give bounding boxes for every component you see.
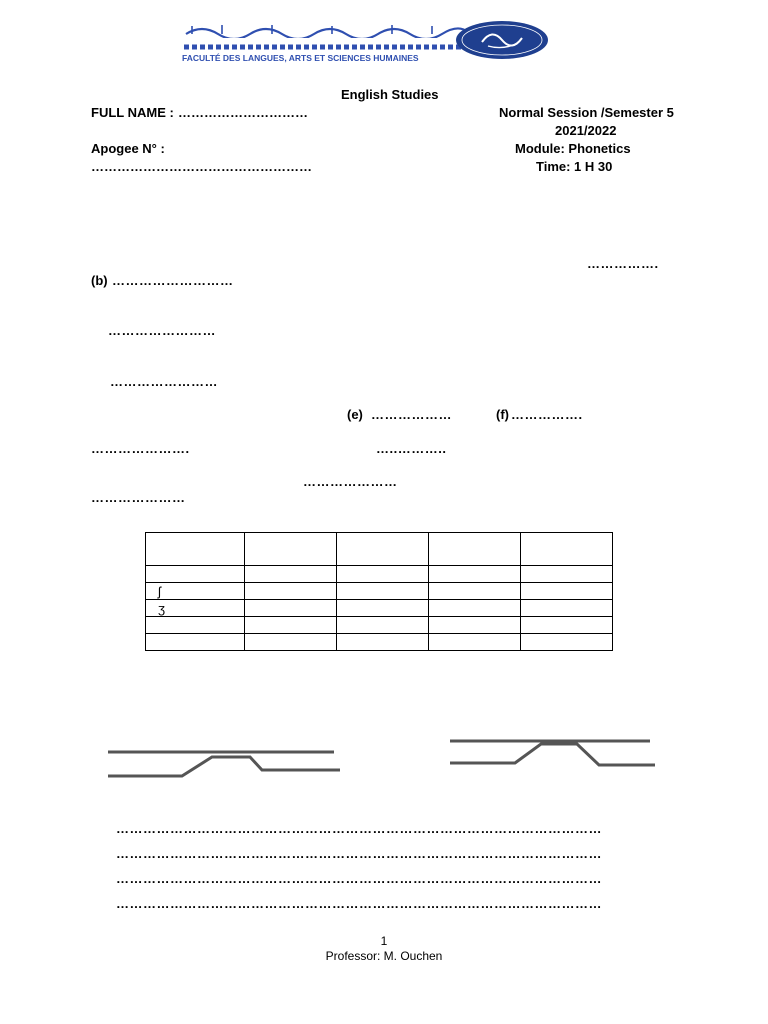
- table-cell[interactable]: [521, 583, 613, 600]
- phonetics-table: [145, 532, 613, 651]
- table-row: [146, 600, 613, 617]
- module-name: Module: Phonetics: [515, 141, 631, 156]
- table-cell[interactable]: [337, 533, 429, 566]
- articulation-diagram-right: [445, 732, 660, 772]
- blank-f-label: (f): [496, 407, 509, 422]
- table-cell[interactable]: [337, 583, 429, 600]
- table-cell[interactable]: [337, 566, 429, 583]
- table-cell[interactable]: [146, 617, 245, 634]
- session-label: Normal Session /Semester 5: [499, 105, 674, 120]
- blank-e-label: (e): [347, 407, 363, 422]
- answer-line[interactable]: ………………………………………………………………………………………………: [116, 821, 602, 836]
- table-cell[interactable]: [429, 617, 521, 634]
- answer-line[interactable]: ………………………………………………………………………………………………: [116, 846, 602, 861]
- table-cell[interactable]: [521, 533, 613, 566]
- table-cell[interactable]: [245, 583, 337, 600]
- table-cell[interactable]: [429, 533, 521, 566]
- page-number: 1: [380, 934, 388, 948]
- table-cell[interactable]: [146, 566, 245, 583]
- table-cell[interactable]: [245, 617, 337, 634]
- table-cell[interactable]: [245, 600, 337, 617]
- table-cell[interactable]: [337, 617, 429, 634]
- table-row: [146, 566, 613, 583]
- table-row: [146, 533, 613, 566]
- lower-articulator-line: [450, 744, 655, 765]
- table-row: [146, 583, 613, 600]
- apogee-label: Apogee N° :: [91, 141, 165, 156]
- table-cell-ezh: ʒ: [146, 600, 245, 617]
- blank-g[interactable]: ………………….: [91, 441, 190, 456]
- blank-b[interactable]: ………………………: [112, 273, 234, 288]
- table-cell[interactable]: [245, 533, 337, 566]
- table-cell[interactable]: [146, 533, 245, 566]
- blank-j[interactable]: …………………: [91, 490, 186, 505]
- faculty-banner: [182, 18, 558, 64]
- blank-h[interactable]: …..………..: [376, 441, 447, 456]
- table-row: [146, 617, 613, 634]
- table-cell[interactable]: [521, 566, 613, 583]
- blank-d[interactable]: ……………………: [110, 374, 218, 389]
- blank-f[interactable]: …………….: [511, 407, 583, 422]
- lower-articulator-line: [108, 757, 340, 776]
- arabic-faculty-name-logo: [182, 22, 472, 38]
- blank-c[interactable]: ……………………: [108, 323, 216, 338]
- course-title: English Studies: [341, 87, 439, 102]
- blank-i[interactable]: …………………: [303, 474, 398, 489]
- table-row: [146, 634, 613, 651]
- university-seal-logo: [454, 20, 550, 60]
- full-name-label: FULL NAME :: [91, 105, 174, 120]
- articulation-diagram-left: [100, 740, 350, 780]
- table-cell[interactable]: [146, 634, 245, 651]
- table-cell[interactable]: [429, 583, 521, 600]
- table-cell[interactable]: [521, 600, 613, 617]
- faculty-name-french: FACULTÉ DES LANGUES, ARTS ET SCIENCES HUMAINES: [182, 53, 419, 63]
- answer-line[interactable]: ………………………………………………………………………………………………: [116, 871, 602, 886]
- answer-line[interactable]: ………………………………………………………………………………………………: [116, 896, 602, 911]
- table-cell-esh: ʃ: [146, 583, 245, 600]
- blank-b-label: (b): [91, 273, 108, 288]
- tifinagh-faculty-name-logo: [182, 42, 472, 52]
- table-cell[interactable]: [429, 600, 521, 617]
- exam-time: Time: 1 H 30: [536, 159, 613, 174]
- table-cell[interactable]: [245, 634, 337, 651]
- table-cell[interactable]: [521, 617, 613, 634]
- table-cell[interactable]: [337, 600, 429, 617]
- full-name-blank[interactable]: …………………………: [178, 105, 308, 120]
- blank-a[interactable]: …………….: [587, 256, 659, 271]
- table-cell[interactable]: [429, 566, 521, 583]
- table-cell[interactable]: [337, 634, 429, 651]
- academic-year: 2021/2022: [555, 123, 617, 138]
- apogee-blank[interactable]: ……………………………………………: [91, 159, 312, 174]
- table-cell[interactable]: [521, 634, 613, 651]
- blank-e[interactable]: ………………: [371, 407, 452, 422]
- table-cell[interactable]: [245, 566, 337, 583]
- table-cell[interactable]: [429, 634, 521, 651]
- professor-name: Professor: M. Ouchen: [325, 949, 443, 963]
